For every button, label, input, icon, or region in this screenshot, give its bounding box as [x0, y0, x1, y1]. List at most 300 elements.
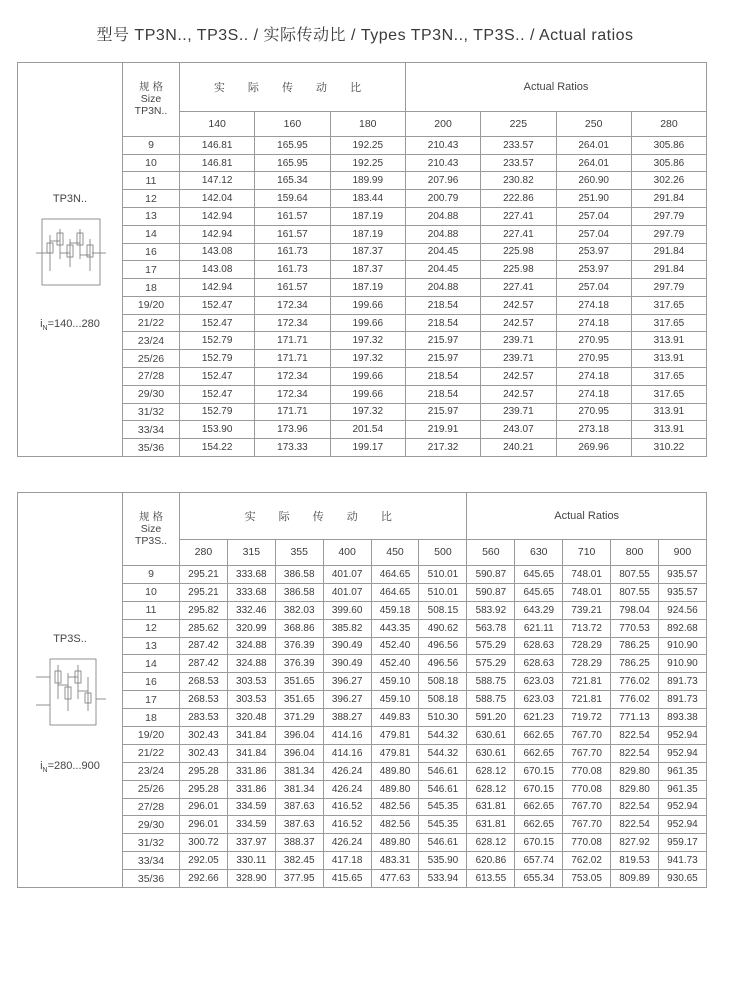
- ratio-cell: 452.40: [371, 655, 419, 673]
- ratio-cell: 302.26: [631, 172, 706, 190]
- ratio-cell: 200.79: [405, 190, 480, 208]
- ratio-cell: 623.03: [515, 673, 563, 691]
- table-row: [123, 154, 707, 172]
- ratio-cell: 152.79: [180, 403, 255, 421]
- column-header: 450: [371, 539, 419, 565]
- ratio-cell: 490.62: [419, 619, 467, 637]
- ratio-cell: 385.82: [323, 619, 371, 637]
- size-cell: 14: [123, 225, 180, 243]
- ratio-cell: 414.16: [323, 744, 371, 762]
- ratio-cell: 153.90: [180, 421, 255, 439]
- ratio-cell: 381.34: [275, 780, 323, 798]
- ratio-cell: 510.30: [419, 709, 467, 727]
- table-row: [123, 261, 707, 279]
- ratio-cell: 313.91: [631, 403, 706, 421]
- ratio-cell: 713.72: [563, 619, 611, 637]
- ratio-cell: 588.75: [467, 691, 515, 709]
- ratio-cell: 807.55: [611, 583, 659, 601]
- ratio-cell: 401.07: [323, 583, 371, 601]
- ratio-cell: 142.04: [180, 190, 255, 208]
- ratio-cell: 952.94: [658, 744, 706, 762]
- ratio-cell: 187.37: [330, 243, 405, 261]
- column-header: 225: [481, 112, 556, 137]
- page-title: 型号 TP3N.., TP3S.. / 实际传动比 / Types TP3N.., TP3S.. / Actual ratios: [96, 27, 634, 44]
- ratio-cell: 287.42: [180, 655, 228, 673]
- column-header: 140: [180, 112, 255, 137]
- size-cell: 29/30: [123, 385, 180, 403]
- ratio-range: $i_N=280...900$: [40, 760, 100, 775]
- table-row: [123, 314, 707, 332]
- ratio-cell: 274.18: [556, 385, 631, 403]
- column-header: 400: [323, 539, 371, 565]
- model-label: TP3S..: [53, 633, 87, 645]
- ratio-cell: 386.58: [275, 583, 323, 601]
- ratio-cell: 822.54: [611, 744, 659, 762]
- ratio-cell: 331.86: [227, 780, 275, 798]
- ratio-cell: 303.53: [227, 691, 275, 709]
- ratio-cell: 171.71: [255, 332, 330, 350]
- ratio-cell: 320.99: [227, 619, 275, 637]
- ratio-cell: 628.12: [467, 762, 515, 780]
- ratio-cell: 662.65: [515, 798, 563, 816]
- ratio-cell: 588.75: [467, 673, 515, 691]
- ratio-cell: 152.47: [180, 368, 255, 386]
- ratio-cell: 809.89: [611, 870, 659, 888]
- ratio-cell: 546.61: [419, 780, 467, 798]
- table-row: [123, 403, 707, 421]
- ratio-cell: 143.08: [180, 261, 255, 279]
- size-cell: 12: [123, 190, 180, 208]
- ratio-cell: 770.53: [611, 619, 659, 637]
- ratio-cell: 657.74: [515, 852, 563, 870]
- ratio-cell: 388.27: [323, 709, 371, 727]
- size-cell: 13: [123, 637, 180, 655]
- column-header: 900: [658, 539, 706, 565]
- ratio-cell: 545.35: [419, 798, 467, 816]
- ratio-cell: 161.73: [255, 243, 330, 261]
- ratio-cell: 173.33: [255, 439, 330, 457]
- ratio-cell: 670.15: [515, 834, 563, 852]
- ratio-cell: 786.25: [611, 655, 659, 673]
- table-row: [123, 368, 707, 386]
- ratio-cell: 313.91: [631, 350, 706, 368]
- ratio-cell: 822.54: [611, 798, 659, 816]
- size-cell: 14: [123, 655, 180, 673]
- ratio-cell: 591.20: [467, 709, 515, 727]
- ratio-cell: 287.42: [180, 637, 228, 655]
- ratio-cell: 295.21: [180, 565, 228, 583]
- ratio-cell: 199.66: [330, 296, 405, 314]
- table-row: [123, 172, 707, 190]
- ratio-cell: 227.41: [481, 208, 556, 226]
- table-row: [123, 834, 707, 852]
- ratio-cell: 631.81: [467, 816, 515, 834]
- ratio-cell: 204.45: [405, 261, 480, 279]
- ratio-block-tp3s: [17, 492, 707, 888]
- ratio-cell: 172.34: [255, 385, 330, 403]
- ratio-cell: 334.59: [227, 798, 275, 816]
- ratio-cell: 443.35: [371, 619, 419, 637]
- table-row: [123, 565, 707, 583]
- ratio-cell: 767.70: [563, 744, 611, 762]
- ratio-cell: 631.81: [467, 798, 515, 816]
- ratio-cell: 199.17: [330, 439, 405, 457]
- ratio-block-tp3n: [17, 62, 707, 457]
- ratio-cell: 204.45: [405, 243, 480, 261]
- ratio-cell: 143.08: [180, 243, 255, 261]
- ratio-cell: 253.97: [556, 261, 631, 279]
- ratio-cell: 770.08: [563, 762, 611, 780]
- ratio-cell: 415.65: [323, 870, 371, 888]
- size-cell: 18: [123, 709, 180, 727]
- ratio-cell: 324.88: [227, 655, 275, 673]
- ratio-cell: 172.34: [255, 314, 330, 332]
- ratio-cell: 479.81: [371, 744, 419, 762]
- ratio-cell: 776.02: [611, 691, 659, 709]
- ratio-cell: 452.40: [371, 637, 419, 655]
- ratio-cell: 161.57: [255, 279, 330, 297]
- ratio-cell: 496.56: [419, 637, 467, 655]
- size-header: 规 格 Size TP3S..: [123, 493, 180, 566]
- ratio-cell: 320.48: [227, 709, 275, 727]
- ratio-cell: 959.17: [658, 834, 706, 852]
- ratio-cell: 273.18: [556, 421, 631, 439]
- ratio-cell: 274.18: [556, 296, 631, 314]
- ratio-cell: 583.92: [467, 601, 515, 619]
- ratio-cell: 197.32: [330, 332, 405, 350]
- ratio-cell: 192.25: [330, 154, 405, 172]
- ratio-cell: 544.32: [419, 726, 467, 744]
- ratio-cell: 242.57: [481, 314, 556, 332]
- ratio-cell: 192.25: [330, 136, 405, 154]
- ratio-cell: 199.66: [330, 368, 405, 386]
- ratio-cell: 368.86: [275, 619, 323, 637]
- ratio-cell: 396.04: [275, 726, 323, 744]
- ratio-cell: 264.01: [556, 136, 631, 154]
- ratio-cell: 590.87: [467, 583, 515, 601]
- ratio-cell: 390.49: [323, 655, 371, 673]
- ratio-cell: 351.65: [275, 673, 323, 691]
- size-cell: 21/22: [123, 744, 180, 762]
- size-cell: 35/36: [123, 870, 180, 888]
- ratio-cell: 381.34: [275, 762, 323, 780]
- ratio-cell: 268.53: [180, 691, 228, 709]
- ratio-cell: 300.72: [180, 834, 228, 852]
- ratio-cell: 324.88: [227, 637, 275, 655]
- ratio-cell: 891.73: [658, 691, 706, 709]
- ratio-cell: 147.12: [180, 172, 255, 190]
- ratio-cell: 210.43: [405, 136, 480, 154]
- table-row: [123, 619, 707, 637]
- ratio-cell: 930.65: [658, 870, 706, 888]
- ratio-cell: 317.65: [631, 385, 706, 403]
- table-row: [123, 673, 707, 691]
- ratio-cell: 305.86: [631, 136, 706, 154]
- ratio-cell: 333.68: [227, 565, 275, 583]
- ratio-cell: 269.96: [556, 439, 631, 457]
- table-row: [123, 852, 707, 870]
- ratio-cell: 767.70: [563, 726, 611, 744]
- ratio-cell: 662.65: [515, 726, 563, 744]
- table-row: [123, 709, 707, 727]
- ratio-cell: 172.34: [255, 296, 330, 314]
- ratio-cell: 590.87: [467, 565, 515, 583]
- ratio-cell: 807.55: [611, 565, 659, 583]
- table-row: [123, 332, 707, 350]
- size-cell: 33/34: [123, 852, 180, 870]
- ratio-cell: 183.44: [330, 190, 405, 208]
- size-cell: 29/30: [123, 816, 180, 834]
- ratio-cell: 387.63: [275, 798, 323, 816]
- ratio-cell: 426.24: [323, 762, 371, 780]
- ratio-cell: 159.64: [255, 190, 330, 208]
- ratio-cell: 767.70: [563, 816, 611, 834]
- ratio-cell: 645.65: [515, 565, 563, 583]
- ratio-cell: 489.80: [371, 762, 419, 780]
- ratio-cell: 721.81: [563, 691, 611, 709]
- ratio-cell: 822.54: [611, 726, 659, 744]
- size-cell: 31/32: [123, 403, 180, 421]
- table-row: [123, 691, 707, 709]
- ratio-cell: 414.16: [323, 726, 371, 744]
- table-row: [123, 296, 707, 314]
- ratio-cell: 798.04: [611, 601, 659, 619]
- ratio-cell: 533.94: [419, 870, 467, 888]
- table-row: [123, 583, 707, 601]
- ratio-cell: 416.52: [323, 798, 371, 816]
- table-row: [123, 655, 707, 673]
- ratio-cell: 482.56: [371, 816, 419, 834]
- table-row: [123, 798, 707, 816]
- ratio-cell: 767.70: [563, 798, 611, 816]
- ratio-cell: 217.32: [405, 439, 480, 457]
- column-header: 160: [255, 112, 330, 137]
- ratio-cell: 152.47: [180, 385, 255, 403]
- ratio-cell: 496.56: [419, 655, 467, 673]
- ratio-cell: 189.99: [330, 172, 405, 190]
- ratio-cell: 187.19: [330, 208, 405, 226]
- ratio-cell: 253.97: [556, 243, 631, 261]
- ratio-cell: 776.02: [611, 673, 659, 691]
- ratio-cell: 310.22: [631, 439, 706, 457]
- ratio-cell: 270.95: [556, 350, 631, 368]
- ratio-cell: 479.81: [371, 726, 419, 744]
- table-row: [123, 421, 707, 439]
- ratio-cell: 197.32: [330, 403, 405, 421]
- ratio-cell: 645.65: [515, 583, 563, 601]
- ratio-cell: 892.68: [658, 619, 706, 637]
- ratio-cell: 227.41: [481, 279, 556, 297]
- ratio-cell: 396.27: [323, 673, 371, 691]
- ratio-cell: 546.61: [419, 834, 467, 852]
- ratio-cell: 146.81: [180, 136, 255, 154]
- ratio-cell: 172.34: [255, 368, 330, 386]
- table-row: [123, 350, 707, 368]
- ratio-cell: 225.98: [481, 261, 556, 279]
- ratio-cell: 399.60: [323, 601, 371, 619]
- ratio-cell: 426.24: [323, 780, 371, 798]
- ratio-cell: 242.57: [481, 385, 556, 403]
- ratio-cell: 204.88: [405, 208, 480, 226]
- size-cell: 23/24: [123, 762, 180, 780]
- ratio-cell: 935.57: [658, 565, 706, 583]
- ratio-cell: 142.94: [180, 225, 255, 243]
- ratio-cell: 303.53: [227, 673, 275, 691]
- model-cell: [17, 492, 122, 888]
- ratio-cell: 351.65: [275, 691, 323, 709]
- ratio-cell: 270.95: [556, 403, 631, 421]
- ratio-cell: 827.92: [611, 834, 659, 852]
- ratio-cell: 242.57: [481, 296, 556, 314]
- gear-train-diagram: [36, 655, 106, 730]
- ratio-cell: 670.15: [515, 780, 563, 798]
- ratio-cell: 171.71: [255, 350, 330, 368]
- ratio-cell: 489.80: [371, 780, 419, 798]
- ratio-range: $i_N=140...280$: [40, 318, 100, 333]
- ratio-cell: 662.65: [515, 816, 563, 834]
- ratio-cell: 317.65: [631, 368, 706, 386]
- ratio-cell: 233.57: [481, 154, 556, 172]
- ratio-table-tp3s: [122, 492, 707, 888]
- ratio-cell: 396.27: [323, 691, 371, 709]
- ratio-cell: 197.32: [330, 350, 405, 368]
- size-cell: 17: [123, 261, 180, 279]
- size-header: 规 格 Size TP3N..: [123, 63, 180, 137]
- ratio-cell: 291.84: [631, 243, 706, 261]
- table-row: [123, 870, 707, 888]
- size-cell: 11: [123, 172, 180, 190]
- ratio-cell: 770.08: [563, 780, 611, 798]
- size-cell: 23/24: [123, 332, 180, 350]
- ratio-cell: 297.79: [631, 225, 706, 243]
- size-cell: 11: [123, 601, 180, 619]
- ratio-cell: 482.56: [371, 798, 419, 816]
- ratio-cell: 305.86: [631, 154, 706, 172]
- ratio-cell: 544.32: [419, 744, 467, 762]
- ratio-cell: 333.68: [227, 583, 275, 601]
- ratio-cell: 748.01: [563, 565, 611, 583]
- ratio-cell: 628.63: [515, 637, 563, 655]
- ratio-cell: 819.53: [611, 852, 659, 870]
- size-cell: 27/28: [123, 798, 180, 816]
- ratio-cell: 935.57: [658, 583, 706, 601]
- ratio-cell: 762.02: [563, 852, 611, 870]
- ratio-header-en: Actual Ratios: [467, 493, 706, 540]
- ratio-cell: 204.88: [405, 279, 480, 297]
- column-header: 280: [631, 112, 706, 137]
- table-row: [123, 439, 707, 457]
- ratio-cell: 274.18: [556, 368, 631, 386]
- ratio-cell: 464.65: [371, 565, 419, 583]
- ratio-cell: 753.05: [563, 870, 611, 888]
- ratio-cell: 388.37: [275, 834, 323, 852]
- ratio-cell: 891.73: [658, 673, 706, 691]
- ratio-cell: 510.01: [419, 565, 467, 583]
- table-row: [123, 816, 707, 834]
- ratio-cell: 337.97: [227, 834, 275, 852]
- ratio-cell: 283.53: [180, 709, 228, 727]
- ratio-cell: 371.29: [275, 709, 323, 727]
- size-cell: 9: [123, 136, 180, 154]
- ratio-cell: 952.94: [658, 798, 706, 816]
- size-cell: 9: [123, 565, 180, 583]
- ratio-cell: 483.31: [371, 852, 419, 870]
- ratio-cell: 449.83: [371, 709, 419, 727]
- ratio-cell: 230.82: [481, 172, 556, 190]
- ratio-cell: 952.94: [658, 726, 706, 744]
- size-cell: 10: [123, 583, 180, 601]
- ratio-cell: 459.18: [371, 601, 419, 619]
- ratio-cell: 165.95: [255, 136, 330, 154]
- ratio-cell: 219.91: [405, 421, 480, 439]
- size-cell: 31/32: [123, 834, 180, 852]
- ratio-cell: 893.38: [658, 709, 706, 727]
- size-cell: 10: [123, 154, 180, 172]
- column-header: 180: [330, 112, 405, 137]
- ratio-cell: 291.84: [631, 190, 706, 208]
- ratio-cell: 274.18: [556, 314, 631, 332]
- ratio-cell: 464.65: [371, 583, 419, 601]
- column-header: 200: [405, 112, 480, 137]
- ratio-cell: 655.34: [515, 870, 563, 888]
- ratio-cell: 786.25: [611, 637, 659, 655]
- ratio-cell: 477.63: [371, 870, 419, 888]
- ratio-cell: 377.95: [275, 870, 323, 888]
- ratio-cell: 545.35: [419, 816, 467, 834]
- table-row: [123, 726, 707, 744]
- ratio-cell: 242.57: [481, 368, 556, 386]
- ratio-cell: 210.43: [405, 154, 480, 172]
- column-header: 800: [611, 539, 659, 565]
- ratio-cell: 207.96: [405, 172, 480, 190]
- ratio-cell: 670.15: [515, 762, 563, 780]
- ratio-cell: 152.47: [180, 296, 255, 314]
- ratio-cell: 257.04: [556, 225, 631, 243]
- ratio-cell: 771.13: [611, 709, 659, 727]
- ratio-cell: 285.62: [180, 619, 228, 637]
- ratio-cell: 295.28: [180, 780, 228, 798]
- ratio-cell: 341.84: [227, 726, 275, 744]
- ratio-cell: 218.54: [405, 385, 480, 403]
- gear-train-diagram: [36, 215, 106, 290]
- ratio-cell: 218.54: [405, 368, 480, 386]
- ratio-cell: 142.94: [180, 279, 255, 297]
- ratio-cell: 623.03: [515, 691, 563, 709]
- ratio-cell: 396.04: [275, 744, 323, 762]
- ratio-cell: 142.94: [180, 208, 255, 226]
- ratio-cell: 173.96: [255, 421, 330, 439]
- ratio-cell: 829.80: [611, 762, 659, 780]
- ratio-cell: 260.90: [556, 172, 631, 190]
- table-row: [123, 601, 707, 619]
- table-row: [123, 762, 707, 780]
- ratio-cell: 225.98: [481, 243, 556, 261]
- ratio-cell: 401.07: [323, 565, 371, 583]
- size-cell: 21/22: [123, 314, 180, 332]
- ratio-cell: 317.65: [631, 296, 706, 314]
- ratio-cell: 152.79: [180, 350, 255, 368]
- size-cell: 35/36: [123, 439, 180, 457]
- ratio-cell: 295.28: [180, 762, 228, 780]
- ratio-cell: 510.01: [419, 583, 467, 601]
- ratio-cell: 222.86: [481, 190, 556, 208]
- ratio-cell: 152.79: [180, 332, 255, 350]
- ratio-cell: 264.01: [556, 154, 631, 172]
- ratio-cell: 748.01: [563, 583, 611, 601]
- ratio-cell: 630.61: [467, 726, 515, 744]
- ratio-cell: 187.19: [330, 279, 405, 297]
- ratio-cell: 251.90: [556, 190, 631, 208]
